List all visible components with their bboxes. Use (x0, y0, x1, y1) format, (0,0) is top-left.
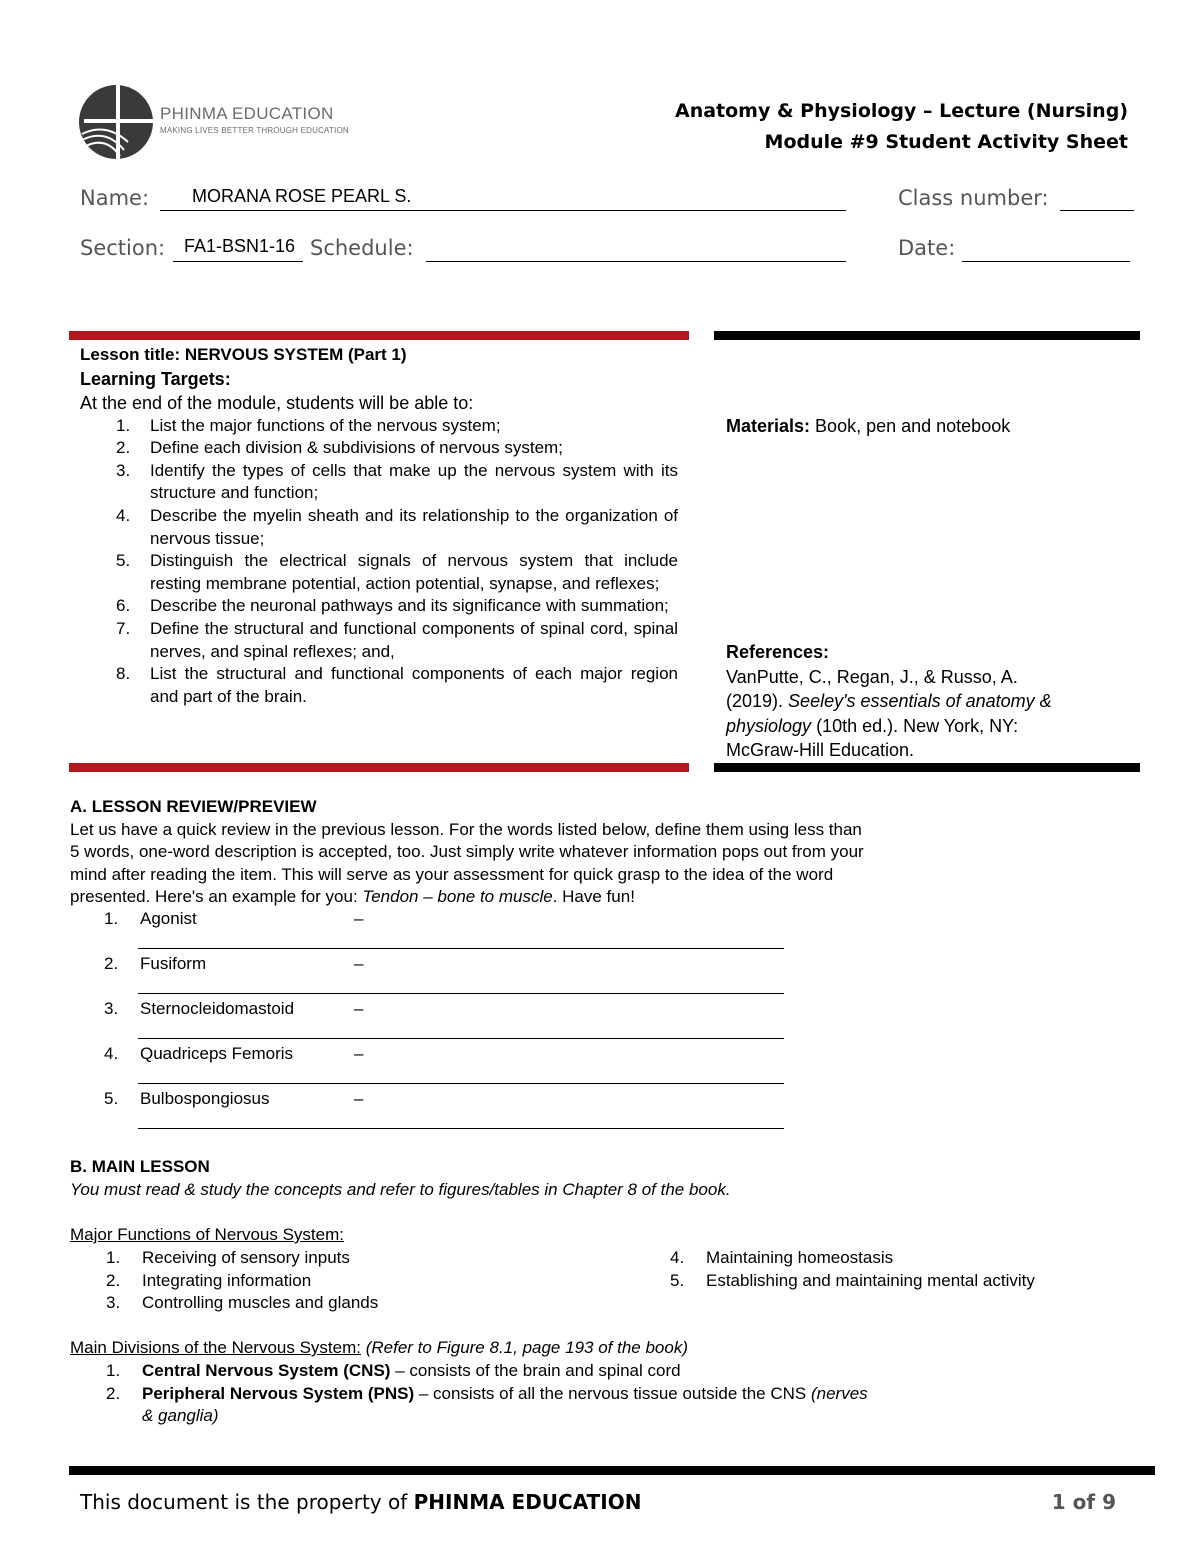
list-item: 2. Define each division & subdivisions of nervous system; (116, 438, 563, 458)
section-b-instruction: You must read & study the concepts and refer to figures/tables in Chapter 8 of the book. (70, 1179, 731, 1199)
section-value[interactable]: FA1-BSN1-16 (184, 236, 296, 256)
list-item: 3. Controlling muscles and glands (106, 1293, 379, 1313)
learning-targets-label: Learning Targets: (80, 368, 231, 389)
functions-right-list (670, 1247, 1150, 1292)
section-a-paragraph-line: Let us have a quick review in the previous lesson. For the words listed below, define them using less than (70, 819, 862, 839)
course-title: Anatomy & Physiology – Lecture (Nursing) (674, 100, 1128, 122)
materials-top-bar (714, 331, 1140, 340)
answer-line-1[interactable] (138, 948, 784, 949)
list-item: 1. List the major functions of the nervous system; (116, 415, 501, 435)
list-item: 1. Central Nervous System (CNS) – consists of the brain and spinal cord (106, 1361, 681, 1380)
list-item: 2. Integrating information (106, 1270, 312, 1290)
section-a-paragraph-line: 5 words, one-word description is accepted, too. Just simply write whatever information pops out from your (70, 842, 864, 862)
answer-line-3[interactable] (138, 1038, 784, 1039)
reference-line: VanPutte, C., Regan, J., & Russo, A. (726, 666, 1018, 687)
list-item: 3. Identify the types of cells that make up the nervous system with its structure and function; (116, 460, 678, 503)
section-b-heading: B. MAIN LESSON (70, 1157, 210, 1176)
section-a-heading: A. LESSON REVIEW/PREVIEW (70, 797, 317, 816)
list-item: 7. Define the structural and functional components of spinal cord, spinal nerves, and spinal reflexes; and, (116, 618, 678, 661)
functions-heading: Major Functions of Nervous System: (70, 1225, 344, 1244)
divisions-list (106, 1360, 1006, 1428)
reference-line: (2019). Seeley's essentials of anatomy & (726, 691, 1052, 711)
answer-line-4[interactable] (138, 1083, 784, 1084)
module-title: Module #9 Student Activity Sheet (764, 131, 1128, 153)
list-item: 2. Peripheral Nervous System (PNS) – consists of all the nervous tissue outside the CNS (nerves (106, 1383, 868, 1403)
materials-value: Book, pen and notebook (810, 416, 1011, 436)
name-label: Name: (80, 186, 150, 210)
list-item: 8. List the structural and functional components of each major region and part of the brain. (116, 664, 678, 706)
references (726, 640, 1126, 763)
lesson-panel (80, 344, 678, 708)
review-item-5: 5. Bulbospongiosus – (104, 1089, 364, 1108)
page-number: 1 of 9 (1051, 1490, 1116, 1514)
list-item: 5. Establishing and maintaining mental activity (670, 1270, 1035, 1290)
logo-tagline: MAKING LIVES BETTER THROUGH EDUCATION (160, 126, 349, 135)
section-label: Section: (80, 236, 166, 260)
answer-line-2[interactable] (138, 993, 784, 994)
list-item: 4. Describe the myelin sheath and its relationship to the organization of nervous tissue; (116, 505, 678, 548)
review-item-2: 2. Fusiform – (104, 954, 364, 973)
list-item: 5. Distinguish the electrical signals of nervous system that include resting membrane potential, action potential, synapse, and reflexes; (116, 551, 678, 593)
name-underline (160, 210, 846, 211)
materials (726, 416, 1010, 437)
schedule-underline[interactable] (426, 261, 846, 262)
logo-name: PHINMA EDUCATION (160, 104, 334, 123)
review-item-4: 4. Quadriceps Femoris – (104, 1044, 364, 1063)
list-item-continuation: & ganglia) (142, 1406, 219, 1426)
list-item: 6. Describe the neuronal pathways and its significance with summation; (116, 596, 669, 616)
review-item-3: 3. Sternocleidomastoid – (104, 999, 364, 1018)
section-b (70, 1156, 1030, 1201)
section-a-paragraph-line: mind after reading the item. This will serve as your assessment for quick grasp to the idea of the word (70, 864, 834, 884)
section-underline (173, 261, 303, 262)
lesson-bottom-bar (69, 763, 689, 772)
list-item: 4. Maintaining homeostasis (670, 1248, 894, 1267)
class-number-underline[interactable] (1060, 210, 1134, 211)
class-number-label: Class number: (898, 186, 1049, 210)
section-a (70, 796, 1010, 909)
review-item-1: 1. Agonist – (104, 909, 364, 928)
answer-line-5[interactable] (138, 1128, 784, 1129)
lesson-title: Lesson title: NERVOUS SYSTEM (Part 1) (80, 345, 407, 364)
footer-bar (69, 1466, 1155, 1475)
footer-text: This document is the property of PHINMA EDUCATION (80, 1490, 642, 1514)
name-value[interactable]: MORANA ROSE PEARL S. (192, 186, 412, 206)
date-label: Date: (898, 236, 956, 260)
learning-targets-intro: At the end of the module, students will be able to: (80, 392, 474, 413)
schedule-label: Schedule: (310, 236, 414, 260)
reference-line: McGraw-Hill Education. (726, 740, 915, 760)
learning-targets-list (80, 415, 678, 709)
reference-line: physiology (10th ed.). New York, NY: (726, 715, 1019, 736)
functions-left-list (106, 1247, 606, 1315)
list-item: 1. Receiving of sensory inputs (106, 1248, 350, 1267)
lesson-top-bar (69, 331, 689, 340)
references-bottom-bar (714, 763, 1140, 772)
phinma-logo-icon (76, 82, 158, 162)
materials-label: Materials: (726, 416, 811, 436)
date-underline[interactable] (962, 261, 1130, 262)
divisions-heading: Main Divisions of the Nervous System: (Refer to Figure 8.1, page 193 of the book) (70, 1338, 688, 1357)
references-label: References: (726, 642, 830, 662)
section-a-paragraph-line: presented. Here's an example for you: Tendon – bone to muscle. Have fun! (70, 887, 635, 907)
logo (76, 82, 158, 162)
